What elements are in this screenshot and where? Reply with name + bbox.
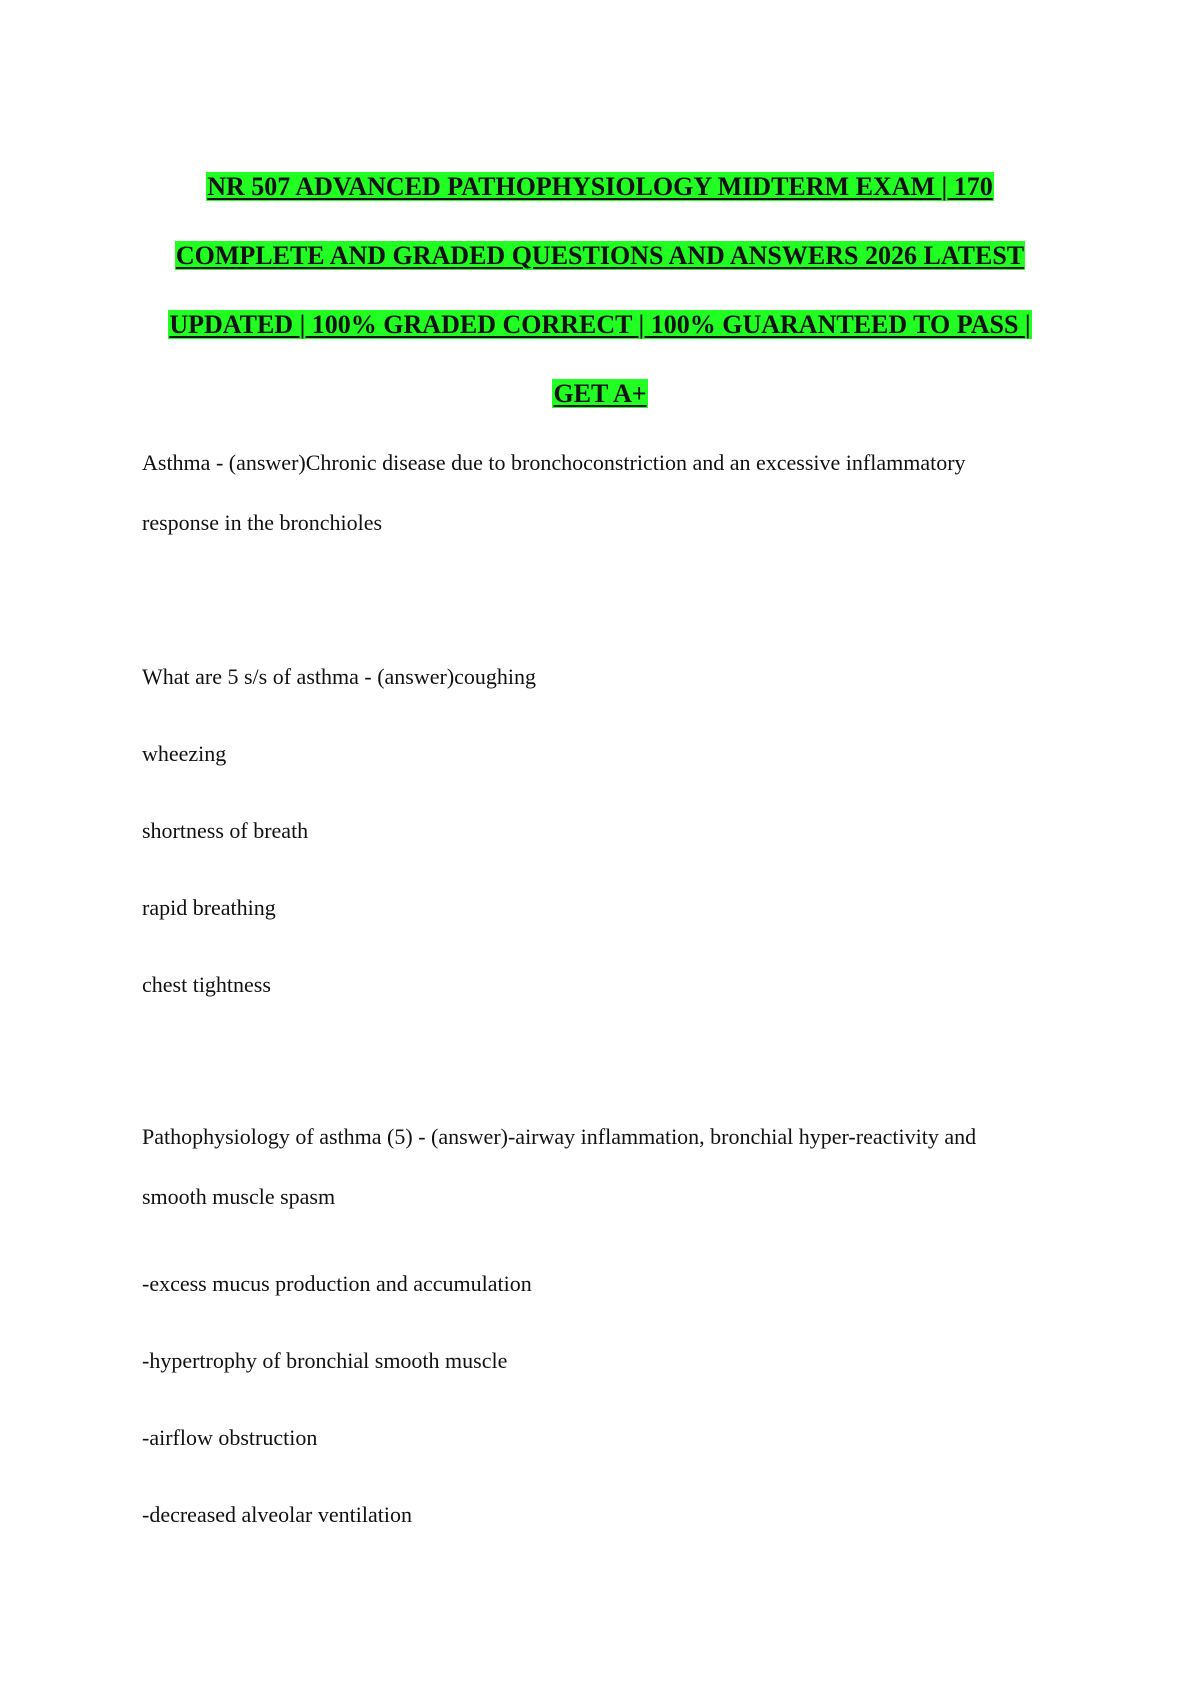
title-line: GET A+ [553,379,647,408]
answer-continuation: smooth muscle spasm [142,1184,336,1209]
list-item: shortness of breath [142,818,309,843]
qa-asthma-definition [142,433,1072,553]
list-item: rapid breathing [142,895,276,920]
question-text: What are 5 s/s of asthma - (answer)coughing [142,664,537,689]
qa-asthma-signs [142,638,1072,1023]
title-line: NR 507 ADVANCED PATHOPHYSIOLOGY MIDTERM EXAM | 170 [207,172,993,201]
list-item: -decreased alveolar ventilation [142,1502,412,1527]
title-line: COMPLETE AND GRADED QUESTIONS AND ANSWERS 2026 LATEST [175,241,1025,270]
title-line: UPDATED | 100% GRADED CORRECT | 100% GUARANTEED TO PASS | [169,310,1031,339]
question-text: Asthma - (answer)Chronic disease due to bronchoconstriction and an excessive inflammatory [142,450,966,475]
document-title [120,152,1080,428]
list-item: -hypertrophy of bronchial smooth muscle [142,1348,508,1373]
question-text: Pathophysiology of asthma (5) - (answer)-airway inflammation, bronchial hyper-reactivity and [142,1124,977,1149]
pathophysiology-list [142,1245,1072,1553]
list-item: chest tightness [142,972,271,997]
list-item: -excess mucus production and accumulation [142,1271,532,1296]
list-item: wheezing [142,741,227,766]
qa-asthma-pathophysiology [142,1107,1072,1227]
list-item: -airflow obstruction [142,1425,318,1450]
answer-continuation: response in the bronchioles [142,510,383,535]
